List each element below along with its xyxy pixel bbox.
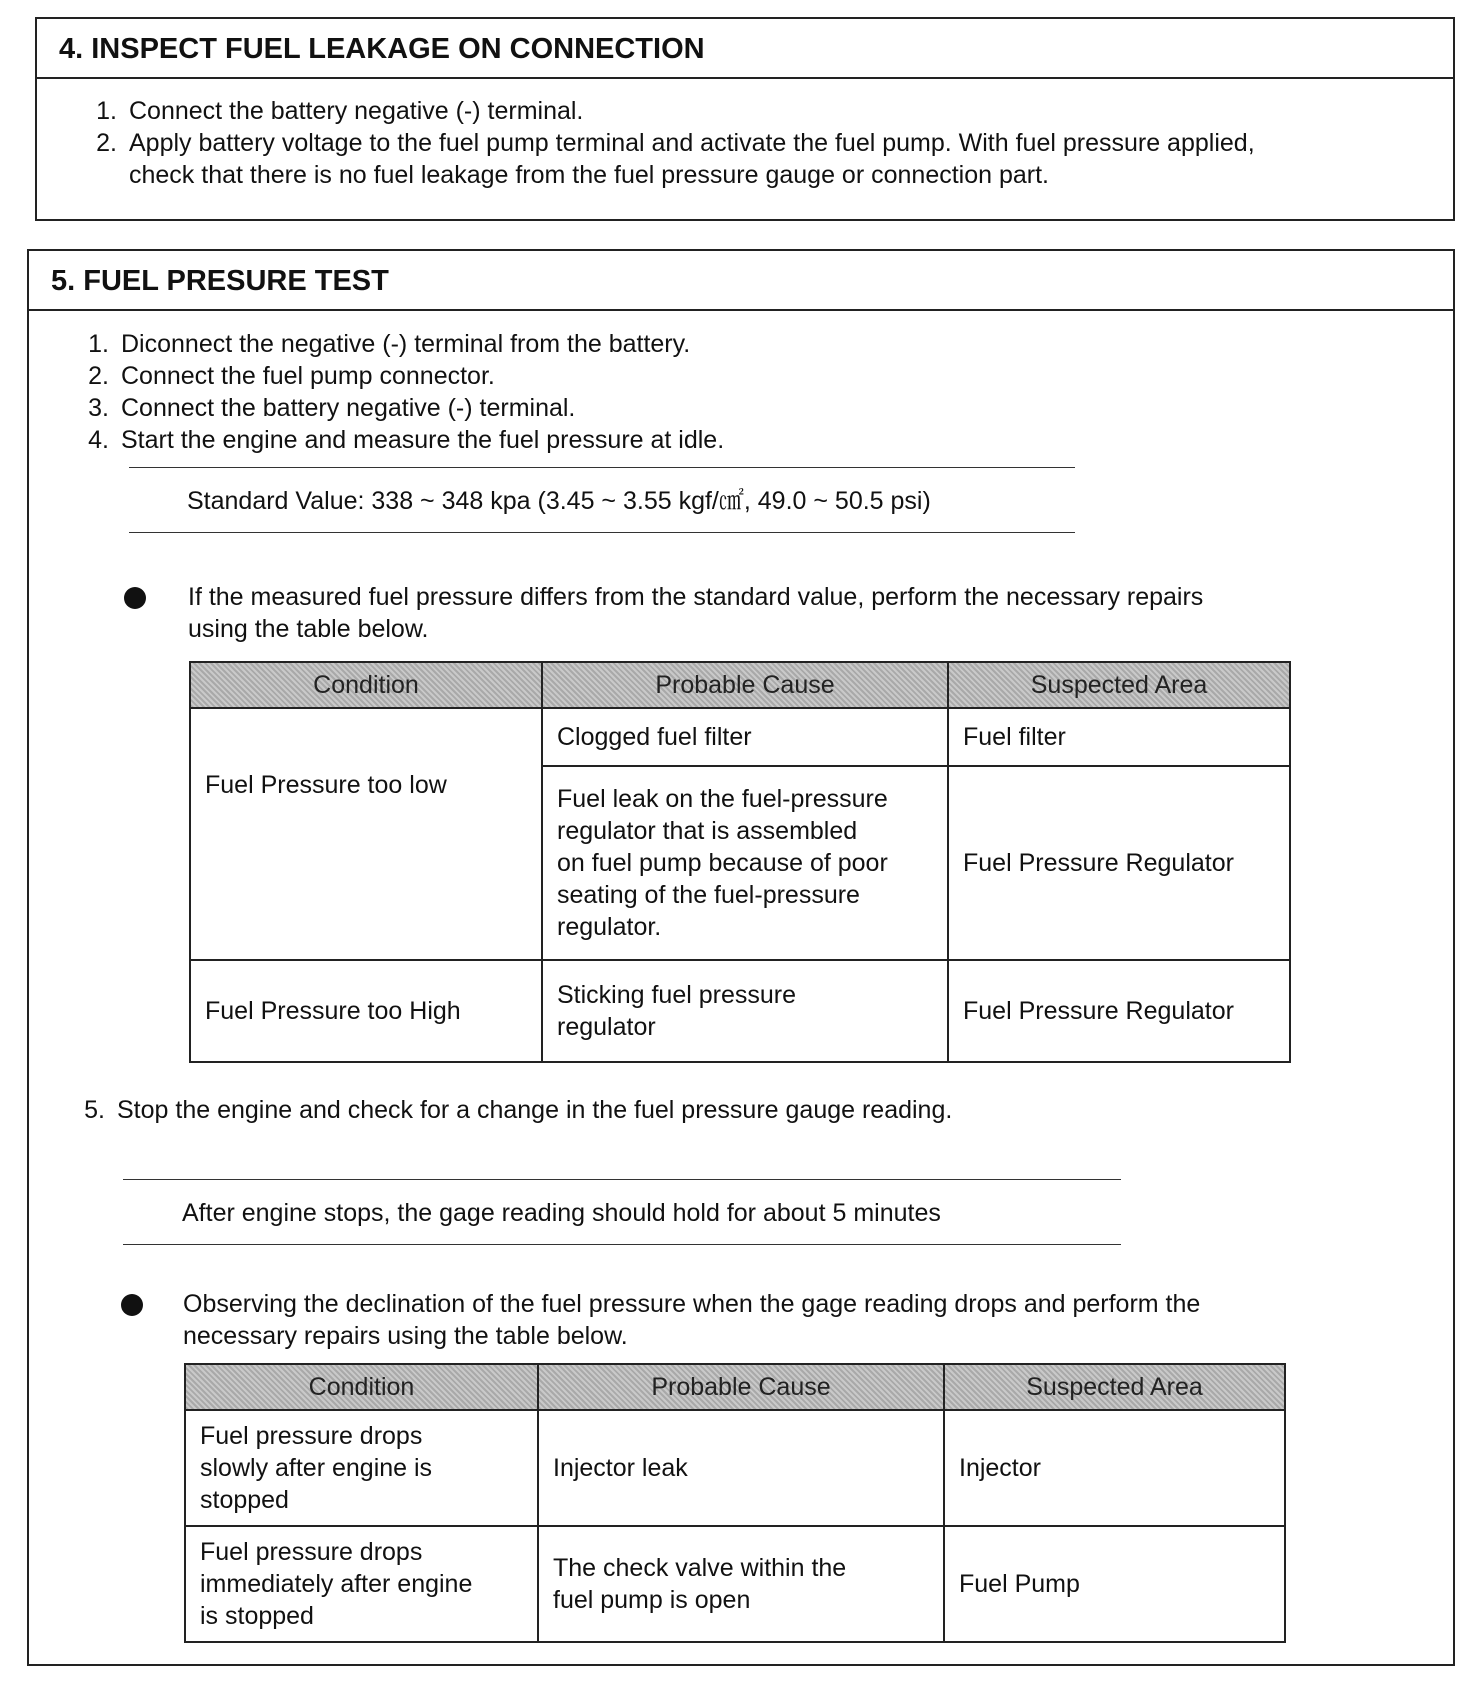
column-header-condition: Condition xyxy=(190,662,542,708)
standard-value: Standard Value: 338 ~ 348 kpa (3.45 ~ 3.55 kgf/㎠, 49.0 ~ 50.5 psi) xyxy=(187,487,931,515)
cause-line: seating of the fuel-pressure xyxy=(557,881,860,909)
section-4-title: 4. INSPECT FUEL LEAKAGE ON CONNECTION xyxy=(37,19,1453,79)
s5-step-1 xyxy=(69,328,1369,360)
table-cell-cause: Injector leak xyxy=(538,1410,944,1526)
column-header-suspected-area: Suspected Area xyxy=(948,662,1290,708)
condition-line: Fuel pressure drops xyxy=(200,1538,423,1566)
cause-line: The check valve within the xyxy=(553,1554,847,1582)
column-header-suspected-area: Suspected Area xyxy=(944,1364,1285,1410)
s4-step-2 xyxy=(77,127,1437,191)
table-header-row xyxy=(185,1364,1285,1410)
step-number: 1. xyxy=(96,97,117,125)
table-row xyxy=(185,1410,1285,1526)
cause-line: regulator xyxy=(557,1013,656,1041)
condition-text: Fuel Pressure too low xyxy=(205,771,447,799)
condition-line: Fuel pressure drops xyxy=(200,1422,423,1450)
bullet-icon xyxy=(121,1294,143,1316)
table-cell-condition xyxy=(190,708,542,960)
section-fuel-pressure-test xyxy=(27,249,1455,1666)
cause-line: Sticking fuel pressure xyxy=(557,981,797,1009)
step-text: Connect the battery negative (-) terminal. xyxy=(129,97,584,125)
hold-note: After engine stops, the gage reading should hold for about 5 minutes xyxy=(182,1199,941,1227)
step-number: 2. xyxy=(88,362,109,390)
table-row xyxy=(190,960,1290,1062)
cause-line: regulator that is assembled xyxy=(557,817,858,845)
table-row xyxy=(190,708,1290,766)
table-header-row xyxy=(190,662,1290,708)
hold-note-top-rule xyxy=(123,1179,1121,1180)
condition-line: slowly after engine is xyxy=(200,1454,433,1482)
bullet-1-line-2: using the table below. xyxy=(188,615,429,643)
bullet-icon xyxy=(124,587,146,609)
step-number: 4. xyxy=(88,426,109,454)
hold-note-bottom-rule xyxy=(123,1244,1121,1245)
fuel-pressure-table xyxy=(189,661,1291,1063)
s4-step-1 xyxy=(77,95,1427,127)
pressure-drop-table xyxy=(184,1363,1286,1643)
bullet-2-line-2: necessary repairs using the table below. xyxy=(183,1322,628,1350)
cause-line: Fuel leak on the fuel-pressure xyxy=(557,785,888,813)
table-cell-area: Fuel Pressure Regulator xyxy=(948,766,1290,960)
condition-line: is stopped xyxy=(200,1602,314,1630)
cause-line: fuel pump is open xyxy=(553,1586,751,1614)
step-text: Connect the battery negative (-) terminal. xyxy=(121,394,576,422)
standard-value-bottom-rule xyxy=(129,532,1075,533)
condition-line: immediately after engine xyxy=(200,1570,473,1598)
s5-step-5 xyxy=(65,1094,1365,1126)
cause-line: regulator. xyxy=(557,913,662,941)
table-cell-area: Fuel Pressure Regulator xyxy=(948,960,1290,1062)
column-header-condition: Condition xyxy=(185,1364,538,1410)
step-text: Stop the engine and check for a change in the fuel pressure gauge reading. xyxy=(117,1096,953,1124)
column-header-probable-cause: Probable Cause xyxy=(542,662,948,708)
standard-value-top-rule xyxy=(129,467,1075,468)
table-cell-area: Injector xyxy=(944,1410,1285,1526)
section-inspect-fuel-leakage xyxy=(35,17,1455,221)
step-number: 3. xyxy=(88,394,109,422)
table-cell-area: Fuel Pump xyxy=(944,1526,1285,1642)
section-5-title: 5. FUEL PRESURE TEST xyxy=(29,251,1453,311)
s5-step-4 xyxy=(69,424,1369,456)
step-number: 1. xyxy=(88,330,109,358)
step-text: Diconnect the negative (-) terminal from the battery. xyxy=(121,330,691,358)
step-number: 5. xyxy=(84,1096,105,1124)
s5-step-2 xyxy=(69,360,1369,392)
table-cell-area: Fuel filter xyxy=(948,708,1290,766)
step-text: Start the engine and measure the fuel pressure at idle. xyxy=(121,426,725,454)
table-cell-condition xyxy=(185,1410,538,1526)
table-cell-cause xyxy=(542,766,948,960)
column-header-probable-cause: Probable Cause xyxy=(538,1364,944,1410)
bullet-2-line-1: Observing the declination of the fuel pressure when the gage reading drops and perform the xyxy=(183,1290,1201,1318)
condition-line: stopped xyxy=(200,1486,289,1514)
cause-line: on fuel pump because of poor xyxy=(557,849,888,877)
step-text-line-1: Apply battery voltage to the fuel pump terminal and activate the fuel pump. With fuel pressure applied, xyxy=(129,129,1255,157)
table-cell-cause xyxy=(538,1526,944,1642)
table-cell-cause: Clogged fuel filter xyxy=(542,708,948,766)
s5-step-3 xyxy=(69,392,1369,424)
bullet-1-line-1: If the measured fuel pressure differs from the standard value, perform the necessary repairs xyxy=(188,583,1204,611)
table-cell-condition: Fuel Pressure too High xyxy=(190,960,542,1062)
table-row xyxy=(185,1526,1285,1642)
step-number: 2. xyxy=(96,129,117,157)
step-text: Connect the fuel pump connector. xyxy=(121,362,495,390)
table-cell-cause xyxy=(542,960,948,1062)
step-text-line-2: check that there is no fuel leakage from the fuel pressure gauge or connection part. xyxy=(129,161,1049,189)
table-cell-condition xyxy=(185,1526,538,1642)
